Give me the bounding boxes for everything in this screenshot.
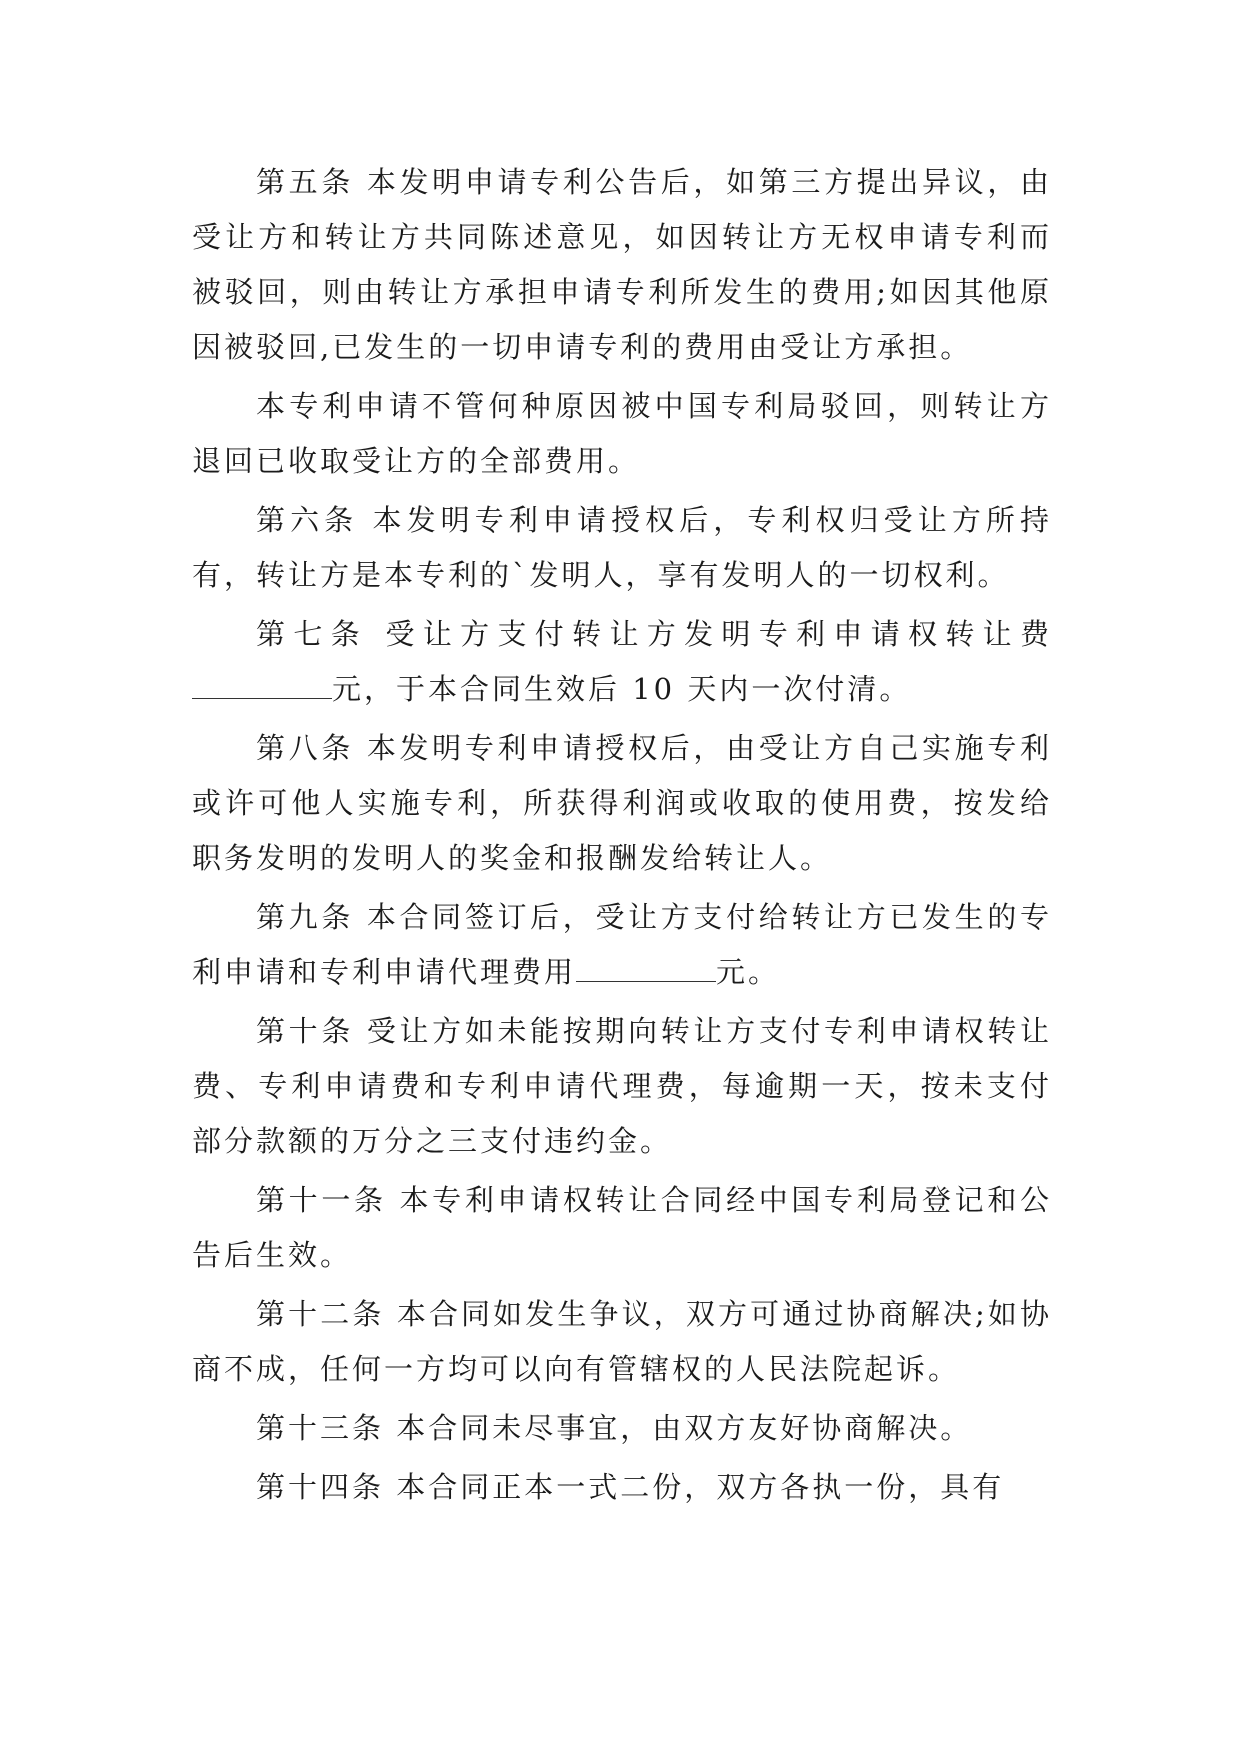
- paragraph-article-7: [192, 607, 1052, 717]
- article-7-text-before: 第七条 受让方支付转让方发明专利申请权转让费: [256, 617, 1052, 651]
- paragraph-article-14: 第十四条 本合同正本一式二份，双方各执一份，具有: [256, 1470, 1005, 1504]
- paragraph-article-8: 第八条 本发明专利申请授权后，由受让方自己实施专利或许可他人实施专利，所获得利润或收取的使用费，按发给职务发明的发明人的奖金和报酬发给转让人。: [192, 731, 1052, 875]
- paragraph-article-9: [192, 890, 1052, 1000]
- paragraph-article-6: 第六条 本发明专利申请授权后，专利权归受让方所持有，转让方是本专利的`发明人，享有发明人的一切权利。: [192, 503, 1052, 592]
- article-7-amount-blank: [192, 672, 332, 699]
- paragraph-article-10: 第十条 受让方如未能按期向转让方支付专利申请权转让费、专利申请费和专利申请代理费，每逾期一天，按未支付部分款额的万分之三支付违约金。: [192, 1014, 1052, 1158]
- paragraph-article-5: 第五条 本发明申请专利公告后，如第三方提出异议，由受让方和转让方共同陈述意见，如因转让方无权申请专利而被驳回，则由转让方承担申请专利所发生的费用;如因其他原因被驳回,已发生的一切申请专利的费用由受让方承担。: [192, 165, 1052, 364]
- article-9-amount-blank: [576, 955, 716, 982]
- article-9-text-after: 元。: [716, 955, 781, 989]
- article-7-text-after: 元，于本合同生效后 10 天内一次付清。: [332, 672, 912, 706]
- paragraph-rejection-refund: 本专利申请不管何种原因被中国专利局驳回，则转让方退回已收取受让方的全部费用。: [192, 389, 1052, 478]
- paragraph-article-12: 第十二条 本合同如发生争议，双方可通过协商解决;如协商不成，任何一方均可以向有管辖权的人民法院起诉。: [192, 1297, 1052, 1386]
- document-page: [192, 155, 1052, 1519]
- article-9-text-before: 第九条 本合同签订后，受让方支付给转让方已发生的专利申请和专利申请代理费用: [192, 900, 1052, 989]
- paragraph-article-13: 第十三条 本合同未尽事宜，由双方友好协商解决。: [256, 1411, 973, 1445]
- paragraph-article-11: 第十一条 本专利申请权转让合同经中国专利局登记和公告后生效。: [192, 1183, 1052, 1272]
